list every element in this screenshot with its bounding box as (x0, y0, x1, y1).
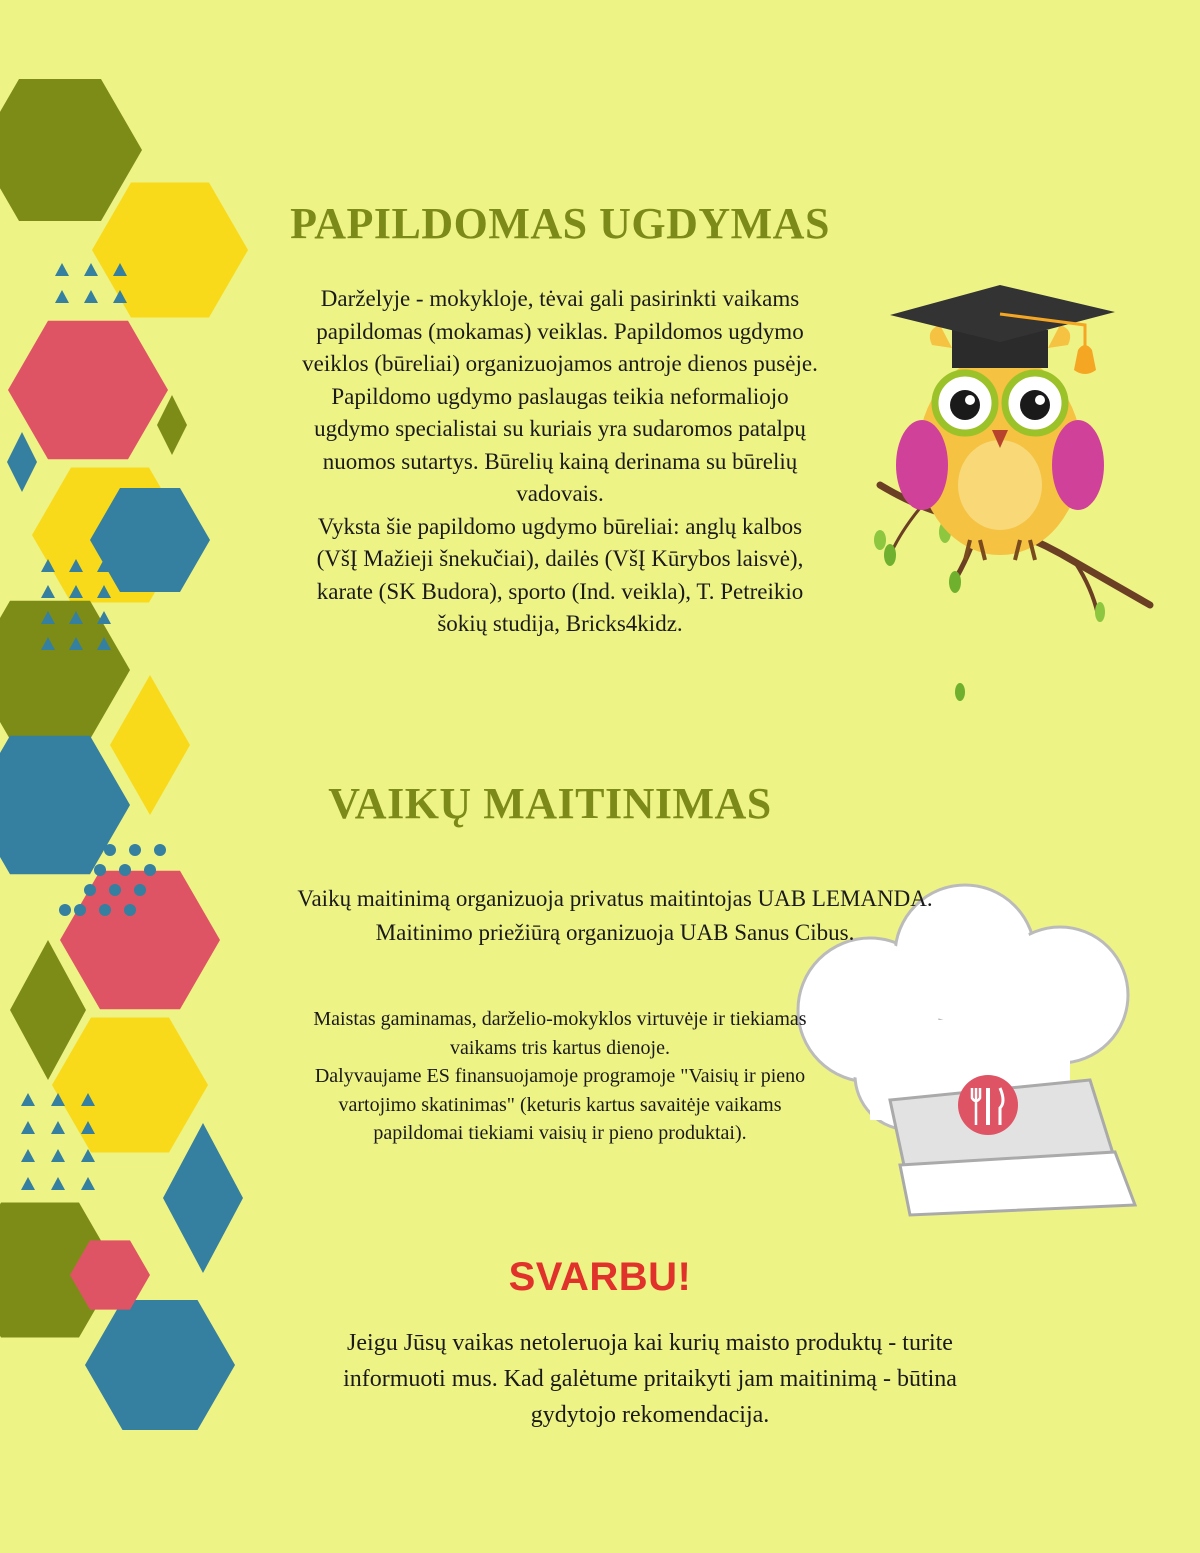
text-line: vartojimo skatinimas" (keturis kartus savaitėje vaikams (338, 1093, 782, 1116)
triangle-shape (21, 1121, 35, 1134)
dot-shape (119, 864, 131, 876)
text-line: ugdymo specialistai su kuriais yra sudaromos patalpų (314, 416, 806, 441)
hexagon-shape (0, 601, 130, 740)
triangle-shape (21, 1149, 35, 1162)
text-line: vadovais. (516, 481, 604, 506)
owl-illustration (860, 270, 1180, 710)
section-title-important: SVARBU! (508, 1255, 692, 1299)
text-line: Dalyvaujame ES finansuojamoje programoje "Vaisių ir pieno (314, 1065, 806, 1087)
text-line: Vaikų maitinimą organizuoja privatus maitintojas UAB LEMANDA. (297, 886, 933, 911)
triangle-shape (41, 585, 55, 598)
triangle-shape (21, 1177, 35, 1190)
text-line: papildomas (mokamas) veiklas. Papildomos ugdymo (316, 318, 804, 344)
cutlery-icon (958, 1075, 1018, 1135)
hexagon-shape (92, 183, 248, 318)
text-line: papildomai tiekiami vaisių ir pieno produktai). (373, 1122, 747, 1144)
nutrition-intro-text (205, 882, 1025, 950)
text-line: Maitinimo priežiūrą organizuoja UAB Sanus Cibus. (375, 920, 855, 945)
dot-shape (129, 844, 141, 856)
dot-shape (74, 904, 86, 916)
triangle-shape (51, 1177, 65, 1190)
hexagon-shape (52, 1018, 208, 1153)
extra-education-text (235, 283, 885, 641)
hexagon-shape (0, 79, 142, 221)
text-line: gydytojo rekomendacija. (530, 1402, 770, 1428)
text-line: (VšĮ Mažieji šnekučiai), dailės (VšĮ Kūrybos laisvė), (316, 546, 804, 571)
nutrition-detail-text (230, 1005, 890, 1148)
text-line: vaikams tris kartus dienoje. (450, 1036, 670, 1059)
important-notice-text (270, 1325, 1030, 1433)
text-line: Papildomo ugdymo paslaugas teikia neformaliojo (331, 383, 789, 409)
triangle-shape (55, 263, 69, 276)
triangle-shape (51, 1149, 65, 1162)
hexagon-shape (8, 321, 168, 460)
dot-shape (99, 904, 111, 916)
text-line: Jeigu Jūsų vaikas netoleruoja kai kurių maisto produktų - turite (347, 1330, 953, 1356)
text-line: informuoti mus. Kad galėtume pritaikyti jam maitinimą - būtina (343, 1366, 957, 1392)
hexagon-decoration (0, 0, 260, 1553)
triangle-shape (84, 263, 98, 276)
text-line: Vyksta šie papildomo ugdymo būreliai: anglų kalbos (317, 513, 803, 539)
dot-shape (84, 884, 96, 896)
dot-shape (134, 884, 146, 896)
dot-shape (94, 864, 106, 876)
dot-shape (144, 864, 156, 876)
section-title-extra-education: PAPILDOMAS UGDYMAS (290, 199, 830, 248)
text-line: Darželyje - mokykloje, tėvai gali pasirinkti vaikams (320, 286, 800, 311)
dot-shape (154, 844, 166, 856)
dot-shape (104, 844, 116, 856)
text-line: veiklos (būreliai) organizuojamos antroje dienos pusėje. (302, 351, 818, 376)
diamond-shape (157, 395, 187, 455)
section-title-nutrition: VAIKŲ MAITINIMAS (328, 779, 772, 828)
hexagon-shape (85, 1300, 235, 1430)
text-line: šokių studija, Bricks4kidz. (437, 611, 683, 636)
dot-shape (109, 884, 121, 896)
dot-shape (59, 904, 71, 916)
diamond-shape (7, 432, 37, 492)
triangle-shape (84, 290, 98, 303)
text-line: karate (SK Budora), sporto (Ind. veikla), T. Petreikio (316, 578, 804, 604)
text-line: Maistas gaminamas, darželio-mokyklos virtuvėje ir tiekiamas (313, 1008, 807, 1030)
triangle-shape (55, 290, 69, 303)
triangle-shape (51, 1121, 65, 1134)
dot-shape (124, 904, 136, 916)
triangle-shape (81, 1177, 95, 1190)
text-line: nuomos sutartys. Būrelių kainą derinama su būrelių (322, 448, 798, 474)
triangle-shape (21, 1093, 35, 1106)
graduation-cap-icon (890, 285, 1115, 374)
